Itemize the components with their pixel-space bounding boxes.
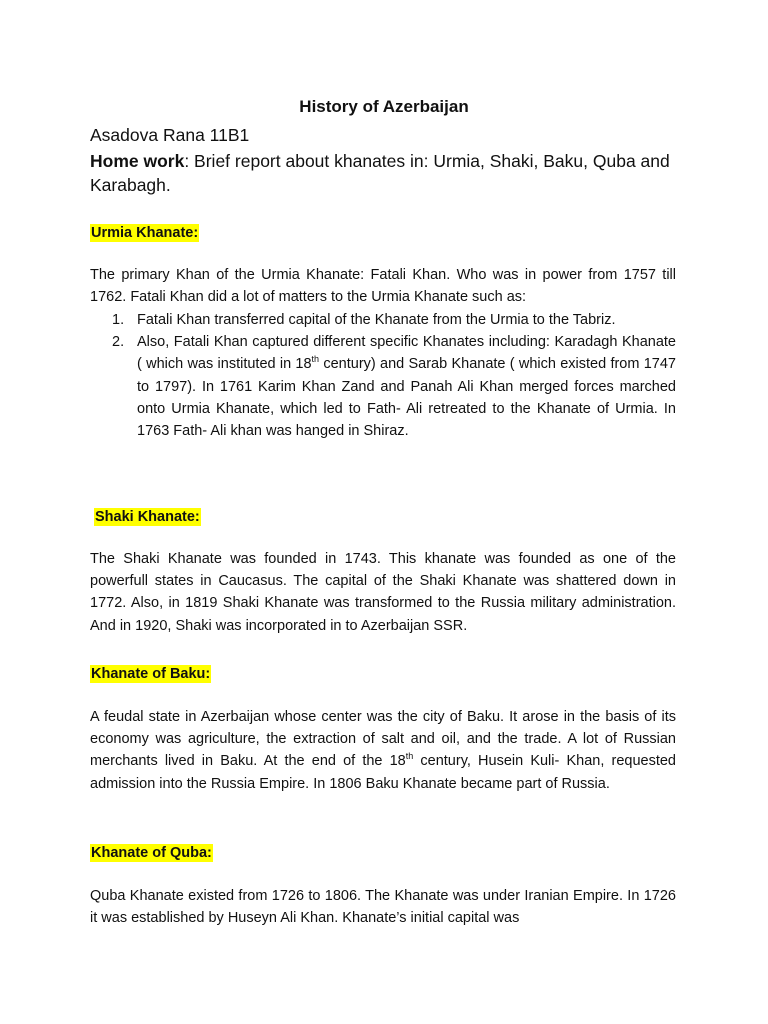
- list-item-text: [137, 334, 676, 439]
- list-item: [112, 331, 676, 442]
- homework-text: : Brief report about khanates in: Urmia, Shaki, Baku, Quba and Karabagh.: [90, 151, 670, 195]
- list-item: [112, 309, 676, 331]
- homework-label: Home work: [90, 151, 185, 171]
- quba-heading: [90, 844, 213, 862]
- quba-heading-text: Khanate of Quba:: [91, 845, 212, 861]
- baku-paragraph: [90, 706, 676, 795]
- list-item-text-part: century) and Sarab Khanate ( which existed from 1747 to 1797). In 1761 Karim Khan Zand and Panah Ali Khan merged forces marched onto Urmia Khanate, which led to Fath- Ali retreated to the Khanate of Urmia. In 1763 Fath- Ali khan was hanged in Shiraz.: [137, 356, 676, 440]
- baku-heading: [90, 665, 211, 683]
- list-number: 2.: [112, 334, 125, 351]
- urmia-list: [112, 309, 676, 442]
- homework-line: [90, 149, 690, 197]
- baku-text-part: century, Husein Kuli- Khan, requested admission into the Russia Empire. In 1806 Baku Khanate became part of Russia.: [90, 753, 676, 792]
- superscript: th: [311, 354, 320, 365]
- list-number: 1.: [112, 312, 125, 328]
- baku-text-part: A feudal state in Azerbaijan whose center was the city of Baku. It arose in the basis of its economy was agriculture, the extraction of salt and oil, and the trade. A lot of Russian merchants lived in Baku. At the end of the 18: [90, 709, 676, 770]
- shaki-heading-text: Shaki Khanate:: [95, 509, 200, 525]
- superscript: th: [405, 751, 414, 762]
- author-line: Asadova Rana 11B1: [90, 125, 250, 145]
- shaki-paragraph: The Shaki Khanate was founded in 1743. This khanate was founded as one of the powerfull states in Caucasus. The capital of the Shaki Khanate was shattered down in 1772. Also, in 1819 Shaki Khanate was transformed to the Russia military administration. And in 1920, Shaki was incorporated in to Azerbaijan SSR.: [90, 551, 676, 634]
- quba-paragraph: Quba Khanate existed from 1726 to 1806. The Khanate was under Iranian Empire. In 1726 it was established by Huseyn Ali Khan. Khanate’s initial capital was: [90, 888, 676, 927]
- list-item-text: Fatali Khan transferred capital of the Khanate from the Urmia to the Tabriz.: [137, 312, 616, 328]
- document-title: History of Azerbaijan: [299, 97, 469, 116]
- urmia-intro: The primary Khan of the Urmia Khanate: Fatali Khan. Who was in power from 1757 till 1762. Fatali Khan did a lot of matters to the Urmia Khanate such as:: [90, 267, 676, 306]
- baku-heading-text: Khanate of Baku:: [91, 666, 211, 682]
- urmia-heading: [90, 224, 199, 242]
- shaki-heading: [94, 508, 201, 526]
- list-item-text-part: Also, Fatali Khan captured different specific Khanates including: Karadagh Khanate ( which was instituted in 18: [137, 334, 676, 373]
- urmia-heading-text: Urmia Khanate:: [91, 225, 199, 241]
